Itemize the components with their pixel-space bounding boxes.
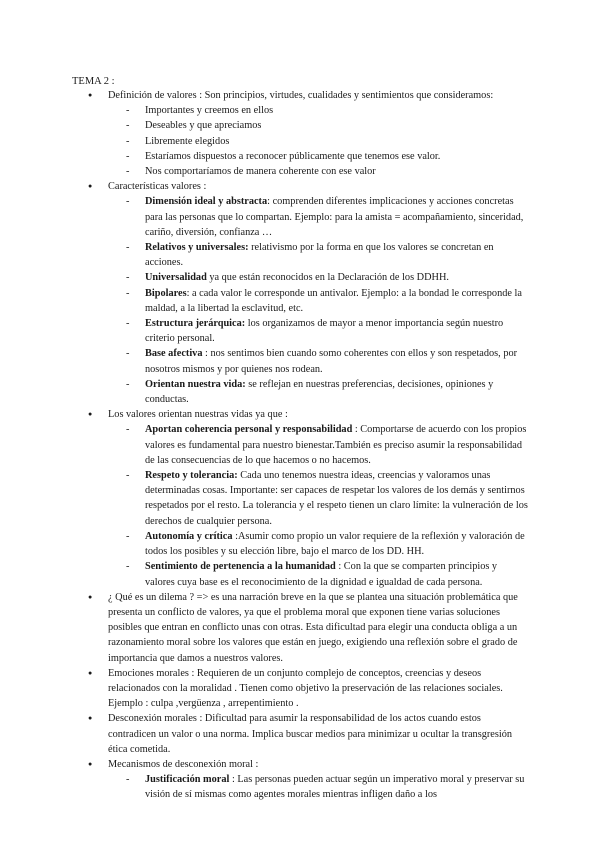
- sub-item-text: ya que están reconocidos en la Declaración de los DDHH.: [206, 272, 449, 284]
- sub-item-text: relativismo por la forma en que los valores se concretan en acciones.: [145, 242, 494, 269]
- section-item: [0, 666, 600, 712]
- sub-item-text: se reflejan en nuestras preferencias, decisiones, opiniones y conductas.: [145, 378, 494, 406]
- sub-item-term: Respeto y tolerancia:: [145, 470, 238, 482]
- section-item: [0, 179, 600, 407]
- sub-list: [108, 103, 528, 179]
- sub-item-term: Relativos y universales:: [145, 242, 249, 254]
- section-text: Emociones morales : Requieren de un conjunto complejo de conceptos, creencias y deseos relacionados con la moralidad . Tienen como objetivo la preservación de las relaciones sociales. Ejemplo : culpa ,vergüenza , arrepentimiento .: [108, 667, 503, 710]
- sub-list: [108, 194, 528, 407]
- sub-item-term: Aportan coherencia personal y responsabilidad: [145, 424, 353, 436]
- sub-list: [108, 772, 528, 802]
- sub-item: [108, 270, 528, 285]
- sub-item: [108, 103, 528, 118]
- sub-item: [108, 194, 528, 240]
- sub-item-text: Cada uno tenemos nuestra ideas, creencias y valoramos unas determinadas cosas. Importante: ser capaces de respetar los valores de los demás y sentirnos respetados por el resto. La tolerancia y el respeto tienen un claro límite: la vulneración de los derechos de cualquier persona.: [145, 470, 528, 527]
- sub-item-term: Estructura jerárquica:: [145, 318, 246, 330]
- sub-item-text: : nos sentimos bien cuando somo coherentes con ellos y son respetados, por nosotros mismos y por quienes nos rodean.: [145, 348, 518, 375]
- sub-item-term: Orientan nuestra vida:: [145, 378, 246, 390]
- sub-item-text: : a cada valor le corresponde un antivalor. Ejemplo: a la bondad le corresponde la maldad, a la libertad la esclavitud, etc.: [145, 287, 522, 314]
- section-text: Los valores orientan nuestras vidas ya que :: [108, 409, 288, 421]
- sub-item-text: Libremente elegidos: [145, 135, 230, 147]
- sub-item: [108, 422, 528, 468]
- sub-item-text: : Comportarse de acuerdo con los propios valores es fundamental para nuestro bienestar.También es preciso asumir la responsabilidad de las consecuencias de lo que hacemos o no hacemos.: [145, 424, 527, 466]
- section-text: Definición de valores : Son principios, virtudes, cualidades y sentimientos que consideramos:: [108, 90, 494, 101]
- sub-item-term: Sentimiento de pertenencia a la humanidad: [145, 561, 336, 573]
- sub-item: [108, 468, 528, 529]
- section-text: Desconexión morales : Dificultad para asumir la responsabilidad de los actos cuando estos contradicen un valor o una norma. Implica buscar medios para minimizar u ocultar la transgresión ética cometida.: [108, 713, 513, 755]
- section-item: [0, 88, 600, 179]
- section-list: [0, 88, 600, 803]
- sub-item: [108, 164, 528, 179]
- section-text: Características valores :: [108, 181, 207, 193]
- sub-item: [108, 772, 528, 802]
- sub-item-text: Nos comportaríamos de manera coherente con ese valor: [145, 166, 376, 178]
- sub-item-text: los organizamos de mayor a menor importancia según nuestro criterio personal.: [145, 318, 504, 345]
- section-item: [0, 407, 600, 589]
- sub-item-text: : Con la que se comparten principios y valores cuya base es el reconocimiento de la dignidad e igualdad de cada persona.: [145, 561, 498, 588]
- sub-item: [108, 529, 528, 559]
- sub-item: [108, 134, 528, 149]
- sub-item-term: Justificación moral: [145, 774, 230, 786]
- sub-item-text: Deseables y que apreciamos: [145, 120, 262, 132]
- sub-item-term: Bipolares: [145, 287, 187, 299]
- section-item: [0, 590, 600, 666]
- section-text: Mecanismos de desconexión moral :: [108, 758, 259, 770]
- sub-item-text: :Asumir como propio un valor requiere de la reflexión y valoración de todos los posibles y su elección libre, bajo el marco de los DD. HH.: [145, 530, 525, 558]
- section-item: [0, 711, 600, 757]
- section-text: ¿ Qué es un dilema ? => es una narración breve en la que se plantea una situación problemática que presenta un conflicto de valores, ya que el problema moral que exponen tiene varias soluciones posibles que entran en conflicto unas con otras. Esta dificultad para elegir una conducta obliga a un razonamiento moral sobre los valores que están en juego, exigiendo una reflexión sobre el grado de importancia que damos a nuestros valores.: [108, 591, 518, 664]
- sub-item-text: Importantes y creemos en ellos: [145, 105, 274, 117]
- sub-item-term: Autonomía y crítica: [145, 530, 233, 542]
- sub-item: [108, 346, 528, 376]
- sub-item: [108, 118, 528, 133]
- sub-item: [108, 240, 528, 270]
- section-item: [0, 757, 600, 803]
- sub-item: [108, 286, 528, 316]
- sub-item: [108, 559, 528, 589]
- sub-item-term: Dimensión ideal y abstracta: [145, 196, 268, 208]
- sub-item-term: Base afectiva: [145, 348, 203, 360]
- sub-list: [108, 422, 528, 589]
- sub-item-text: : comprenden diferentes implicaciones y acciones concretas para las personas que lo compartan. Ejemplo: para la amista = acompañamiento, sinceridad, cariño, diversión, confianza …: [145, 196, 524, 238]
- sub-item-text: Estaríamos dispuestos a reconocer públicamente que tenemos ese valor.: [145, 150, 441, 162]
- sub-item-text: : Las personas pueden actuar según un imperativo moral y preservar su visión de sí mismas como agentes morales mientras infligen daño a los: [145, 774, 525, 801]
- sub-item-term: Universalidad: [145, 272, 207, 284]
- page-title: TEMA 2 :: [72, 76, 115, 87]
- sub-item: [108, 316, 528, 346]
- sub-item: [108, 149, 528, 164]
- sub-item: [108, 377, 528, 407]
